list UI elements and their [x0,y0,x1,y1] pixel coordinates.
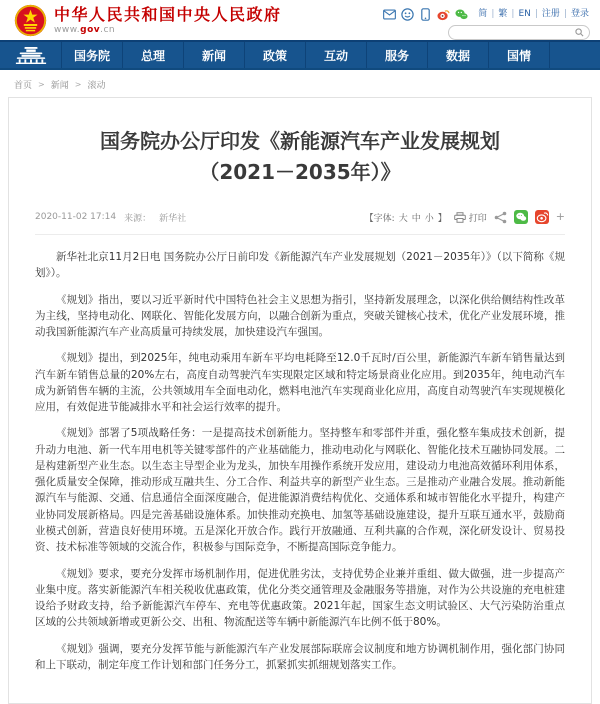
font-size-prefix: 【字体: [364,213,395,224]
nav-item-state-council[interactable]: 国务院 [62,42,123,68]
wechat-share-icon[interactable] [514,210,528,224]
page-title [35,126,565,188]
breadcrumb-news[interactable]: 新闻 [50,81,69,91]
article-body [35,249,565,673]
font-size-large-button[interactable]: 大 [398,213,408,224]
font-size-control [365,211,447,224]
site-url [54,25,282,35]
site-logo[interactable] [14,4,282,37]
mobile-icon[interactable] [419,8,432,21]
site-url-www: www. [54,25,81,35]
weibo-share-icon[interactable] [535,210,549,224]
article-meta-left [35,211,186,224]
publish-date: 2020-11-02 17:14 [35,212,117,222]
article-meta-right [365,210,565,224]
nav-item-policy[interactable]: 政策 [245,42,306,68]
page-title-line1: 国务院办公厅印发《新能源汽车产业发展规划 [100,129,500,153]
lang-english-link[interactable]: EN [518,9,531,19]
link-separator: | [534,9,538,19]
link-separator: | [563,9,567,19]
site-header [0,0,600,40]
breadcrumb-separator: > [74,80,82,89]
breadcrumb-home[interactable]: 首页 [14,81,33,91]
tiananmen-icon [14,47,48,64]
breadcrumb-separator: > [38,80,45,89]
font-size-suffix: 】 [437,213,447,224]
weibo-icon[interactable] [437,8,450,21]
site-title: 中华人民共和国中央人民政府 [54,5,282,24]
national-emblem-icon [14,4,47,37]
article-paragraph: 《规划》指出，要以习近平新时代中国特色社会主义思想为指引，坚持新发展理念，以深化供给侧结构性改革为主线，坚持电动化、网联化、智能化发展方向，以融合创新为重点，突破关键核心技术，优化产业发展环境，推动我国新能源汽车产业高质量可持续发展，加快建设汽车强国。 [35,293,565,339]
site-url-gov: gov [80,25,101,35]
register-link[interactable]: 注册 [541,9,560,19]
font-size-small-button[interactable]: 小 [424,213,434,224]
header-right [383,4,590,40]
login-link[interactable]: 登录 [570,9,589,19]
search-icon[interactable] [575,28,584,37]
print-button[interactable] [454,211,487,224]
source-value[interactable]: 新华社 [159,213,187,224]
main-nav [0,40,600,70]
article-paragraph: 《规划》要求，要充分发挥市场机制作用，促进优胜劣汰，支持优势企业兼并重组、做大做强，进一步提高产业集中度。落实新能源汽车相关税收优惠政策，优化分类交通管理及金融服务等措施，对作为公共设施的充电桩建设给予财政支持，给予新能源汽车停车、充电等优惠政策。2021年起，国家生态文明试验区、大气污染防治重点区域的公共领域新增或更新公交、出租、物流配送等车辆中新能源汽车比例不低于80%。 [35,567,565,629]
nav-item-premier[interactable]: 总理 [123,42,184,68]
nav-item-about-china[interactable]: 国情 [489,42,550,68]
nav-item-services[interactable]: 服务 [367,42,428,68]
page-title-line2: （2021－2035年）》 [199,160,401,184]
logo-text [54,6,282,35]
breadcrumb [0,70,600,97]
wechat-icon[interactable] [455,8,468,21]
article-card [8,97,592,704]
font-size-medium-button[interactable]: 中 [411,213,421,224]
service-icon[interactable] [401,8,414,21]
print-label: 打印 [468,213,487,224]
site-url-cn: .cn [100,25,116,35]
header-utility-row [383,8,590,21]
search-box[interactable] [448,25,590,40]
source-label: 来源： [124,213,152,224]
mail-icon[interactable] [383,8,396,21]
search-input[interactable] [454,27,575,39]
nav-item-interaction[interactable]: 互动 [306,42,367,68]
link-separator: | [511,9,515,19]
article-paragraph: 《规划》强调，要充分发挥节能与新能源汽车产业发展部际联席会议制度和地方协调机制作用，强化部门协同和上下联动，制定年度工作计划和部门任务分工，抓紧抓实抓细规划落实工作。 [35,642,565,671]
share-more-button[interactable]: + [555,210,565,223]
breadcrumb-rolling[interactable]: 滚动 [87,81,106,91]
article-paragraph: 新华社北京11月2日电 国务院办公厅日前印发《新能源汽车产业发展规划（2021－2035年）》（以下简称《规划》）。 [35,251,565,280]
printer-icon [454,212,466,223]
top-links [477,8,590,21]
article-meta-row [35,210,565,224]
nav-item-news[interactable]: 新闻 [184,42,245,68]
article-paragraph: 《规划》部署了5项战略任务：一是提高技术创新能力。坚持整车和零部件并重，强化整车集成技术创新，提升动力电池、新一代车用电机等关键零部件的产业基础能力，推动电动化与网联化、智能化技术互融协同发展。二是构建新型产业生态。以生态主导型企业为龙头，加快车用操作系统开发应用，建设动力电池高效循环利用体系，强化质量安全保障，推动形成互融共生、分工合作、利益共享的新型产业生态。三是推动产业融合发展。推动新能源汽车与能源、交通、信息通信全面深度融合，促进能源消费结构优化、交通体系和城市智能化水平提升，构建产业协同发展新格局。四是完善基础设施体系。加快推动充换电、加氢等基础设施建设，提升互联互通水平，鼓励商业模式创新，营造良好使用环境。五是深化开放合作。践行开放融通、互利共赢的合作观，深化研发设计、贸易投资、技术标准等领域的交流合作，积极参与国际竞争，不断提高国际竞争能力。 [35,427,565,554]
link-separator: | [491,9,495,19]
lang-traditional-link[interactable]: 繁 [498,9,508,19]
nav-item-data[interactable]: 数据 [428,42,489,68]
lang-simplified-link[interactable]: 简 [478,9,488,19]
nav-home-button[interactable] [0,42,62,68]
share-icon[interactable] [494,211,507,224]
article-paragraph: 《规划》提出，到2025年，纯电动乘用车新车平均电耗降至12.0千瓦时/百公里，新能源汽车新车销售量达到汽车新车销售总量的20%左右，高度自动驾驶汽车实现限定区域和特定场景商业化应用。到2035年，纯电动汽车成为新销售车辆的主流，公共领域用车全面电动化，燃料电池汽车实现商业化应用，高度自动驾驶汽车实现规模化应用，有效促进节能减排水平和社会运行效率的提升。 [35,352,565,414]
meta-divider [35,234,565,235]
